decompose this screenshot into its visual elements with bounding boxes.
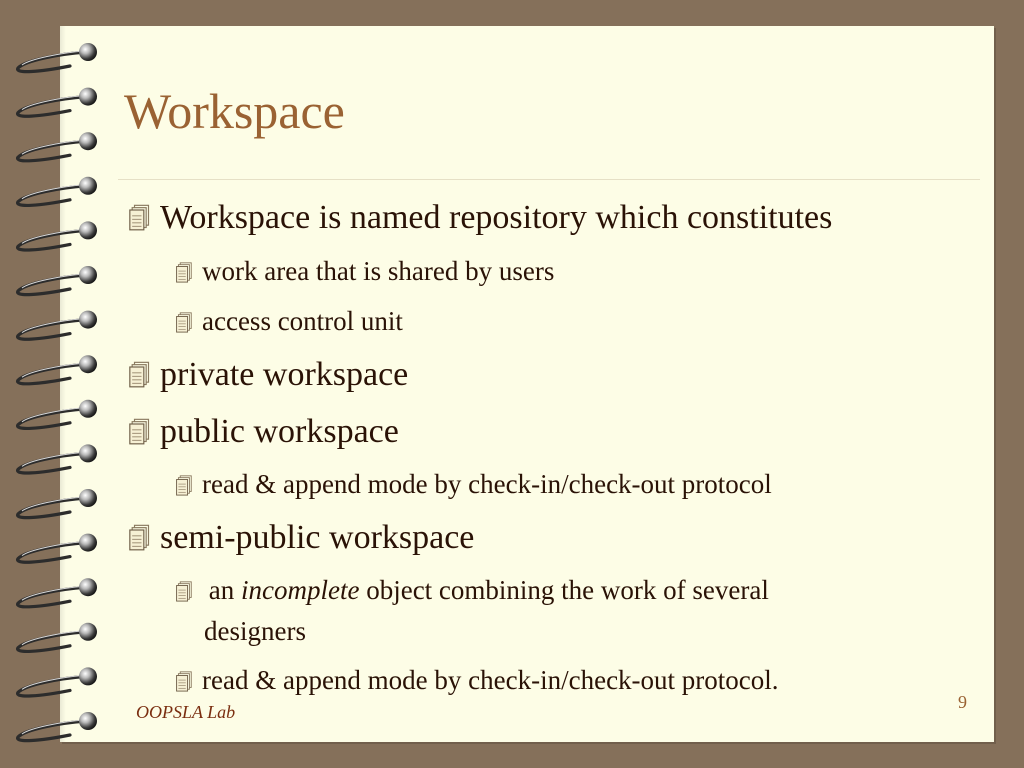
stacked-pages-icon	[124, 203, 152, 231]
stacked-pages-icon	[124, 417, 152, 445]
stacked-pages-icon	[172, 311, 194, 333]
bullet-level1: semi-public workspace	[124, 518, 474, 558]
bullet-level1: public workspace	[124, 412, 399, 452]
bullet-level2: read & append mode by check-in/check-out protocol	[172, 468, 772, 500]
bullet-level1: Workspace is named repository which constitutes	[124, 198, 832, 238]
stacked-pages-icon	[172, 670, 194, 692]
stacked-pages-icon	[172, 261, 194, 283]
bullet-level1: private workspace	[124, 355, 408, 395]
footer-lab-name: OOPSLA Lab	[136, 702, 236, 722]
bullet-level2: work area that is shared by users	[172, 255, 554, 287]
page-number: 9	[958, 692, 967, 712]
bullet-level2: an incomplete object combining the work of several	[172, 574, 769, 606]
bullet-level2: access control unit	[172, 305, 403, 337]
stacked-pages-icon	[172, 474, 194, 496]
stacked-pages-icon	[124, 360, 152, 388]
bullet-level2-continuation: designers	[204, 616, 306, 646]
slide-title: Workspace	[124, 83, 345, 139]
bullet-level2: read & append mode by check-in/check-out protocol.	[172, 664, 779, 696]
stacked-pages-icon	[124, 523, 152, 551]
stacked-pages-icon	[172, 580, 194, 602]
